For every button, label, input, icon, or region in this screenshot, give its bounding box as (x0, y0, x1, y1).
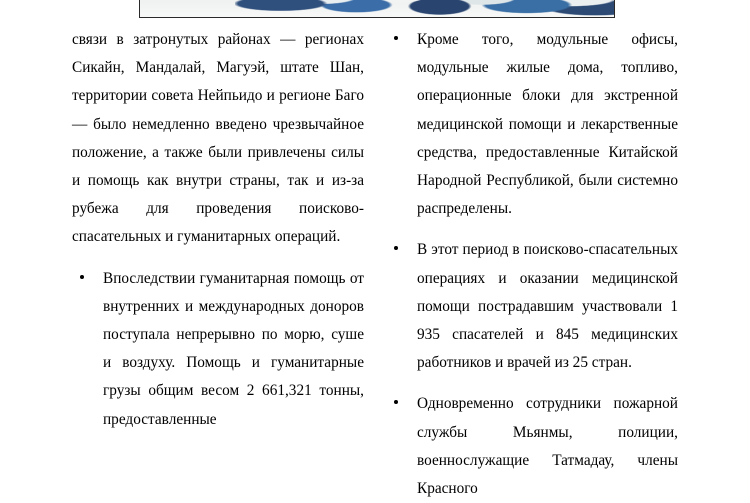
list-item-text: Кроме того, модульные офисы, модульные жилые дома, топливо, операционные блоки для экстренной медицинской помощи и лекарственные средства, предоставленные Китайской Народной Республикой, были системно распределены. (417, 31, 678, 218)
paragraph-continued: связи в затронутых районах — регионах Сикайн, Мандалай, Магуэй, штате Шан, территории совета Нейпьидо и регионе Баго — было немедленно введено чрезвычайное положение, а также были привлечены силы и помощь как внутри страны, так и из-за рубежа для проведения поисково-спасательных и гуманитарных операций. (72, 31, 364, 246)
list-item (386, 236, 678, 377)
list-item-text: Впоследствии гуманитарная помощь от внутренних и международных доноров поступала непрерывно по морю, суше и воздуху. Помощь и гуманитарные грузы общим весом 2 661,321 тонны, предоставленные (103, 269, 364, 428)
text-columns (0, 26, 750, 498)
rescue-workers-photo (139, 0, 615, 18)
list-item-text: Одновременно сотрудники пожарной службы Мьянмы, полиции, военнослужащие Татмадау, члены Красного (417, 395, 678, 498)
bullet-dot-icon (394, 36, 398, 40)
left-column (72, 26, 364, 434)
photo-crowd (235, 0, 614, 17)
bullet-dot-icon (394, 246, 398, 250)
bullet-dot-icon (394, 400, 398, 404)
list-item (72, 265, 364, 434)
bullet-dot-icon (80, 275, 84, 279)
right-column (386, 26, 678, 503)
photo-content (140, 0, 614, 17)
list-item (386, 390, 678, 503)
list-item-text: В этот период в поисково-спасательных операциях и оказании медицинской помощи пострадавшим участвовали 1 935 спасателей и 845 медицинских работников и врачей из 25 стран. (417, 241, 678, 372)
list-item (386, 26, 678, 223)
